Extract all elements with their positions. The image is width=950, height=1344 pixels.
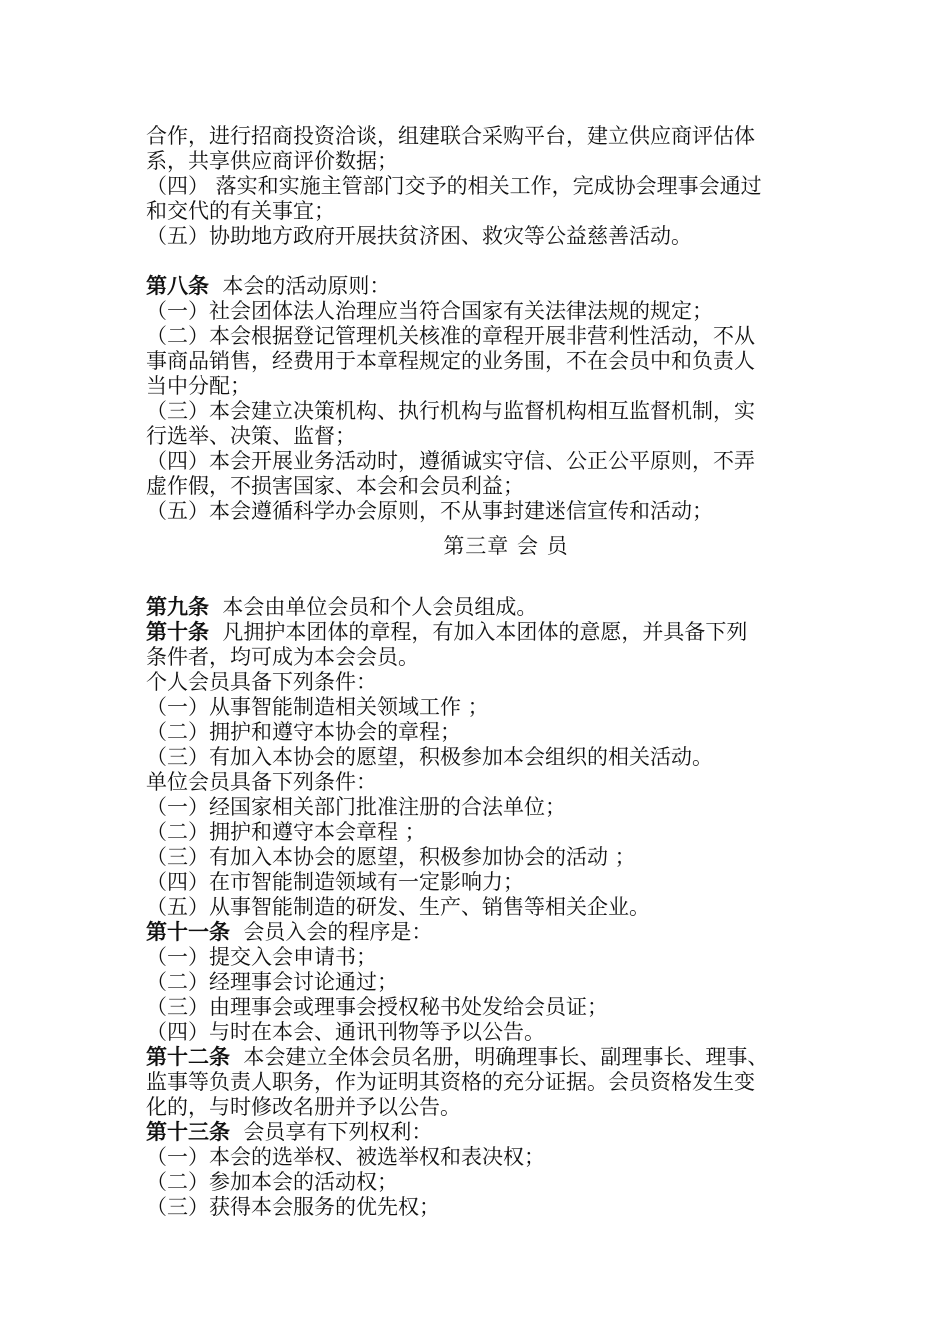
text-line <box>146 1120 866 1145</box>
text-line <box>146 1170 866 1195</box>
line-text: （四）与时在本会、通讯刊物等予以公告。 <box>146 1020 545 1044</box>
line-text: 虚作假，不损害国家、本会和会员利益； <box>146 474 524 498</box>
text-line <box>146 474 866 499</box>
line-text: （四）在市智能制造领域有一定影响力； <box>146 870 524 894</box>
text-line <box>146 149 866 174</box>
line-text: 会员入会的程序是： <box>230 920 433 944</box>
text-line <box>146 299 866 324</box>
text-line <box>146 1145 866 1170</box>
text-line <box>146 820 866 845</box>
text-line <box>146 499 866 524</box>
line-text: （四） 落实和实施主管部门交予的相关工作，完成协会理事会通过 <box>146 174 762 198</box>
text-line <box>146 845 866 870</box>
article-number: 第九条 <box>146 595 209 619</box>
text-line <box>146 1095 866 1120</box>
text-line <box>146 645 866 670</box>
article-number: 第十一条 <box>146 920 230 944</box>
line-text: 单位会员具备下列条件： <box>146 770 377 794</box>
line-text: 个人会员具备下列条件： <box>146 670 377 694</box>
line-text: （三）获得本会服务的优先权； <box>146 1195 440 1219</box>
text-line <box>146 324 866 349</box>
text-line <box>146 399 866 424</box>
line-text: （三）由理事会或理事会授权秘书处发给会员证； <box>146 995 608 1019</box>
text-line <box>146 995 866 1020</box>
article-number: 第十二条 <box>146 1045 230 1069</box>
text-line <box>146 620 866 645</box>
line-text: （五）本会遵循科学办会原则，不从事封建迷信宣传和活动； <box>146 499 713 523</box>
line-text: 条件者，均可成为本会会员。 <box>146 645 419 669</box>
text-line <box>146 695 866 720</box>
line-text: （一）经国家相关部门批准注册的合法单位； <box>146 795 566 819</box>
line-text: （五）协助地方政府开展扶贫济困、救灾等公益慈善活动。 <box>146 224 692 248</box>
chapter-title: 第三章 会 员 <box>443 534 569 558</box>
text-line <box>146 249 866 274</box>
line-text: 系，共享供应商评价数据； <box>146 149 398 173</box>
line-text: （一）从事智能制造相关领域工作 ； <box>146 695 489 719</box>
body-text <box>146 124 866 1220</box>
line-text: （二）参加本会的活动权； <box>146 1170 398 1194</box>
line-text: 会员享有下列权利： <box>230 1120 433 1144</box>
line-text: 行选举、决策、监督； <box>146 424 356 448</box>
text-line <box>146 895 866 920</box>
text-line <box>146 1070 866 1095</box>
article-number: 第十三条 <box>146 1120 230 1144</box>
line-text: （一）提交入会申请书； <box>146 945 377 969</box>
text-line <box>146 174 866 199</box>
text-line <box>146 920 866 945</box>
line-text: （三）有加入本协会的愿望，积极参加协会的活动 ； <box>146 845 636 869</box>
article-block-lower <box>146 595 866 1220</box>
text-line <box>146 124 866 149</box>
text-line <box>146 670 866 695</box>
line-text: （二）经理事会讨论通过； <box>146 970 398 994</box>
text-line <box>146 274 866 299</box>
line-text: （二）拥护和遵守本协会的章程； <box>146 720 461 744</box>
text-line <box>146 970 866 995</box>
text-line <box>146 374 866 399</box>
text-line <box>146 349 866 374</box>
text-line <box>146 1195 866 1220</box>
line-text: 本会由单位会员和个人会员组成。 <box>209 595 538 619</box>
line-text: 和交代的有关事宜； <box>146 199 335 223</box>
line-text: （一）社会团体法人治理应当符合国家有关法律法规的规定； <box>146 299 713 323</box>
text-line <box>146 795 866 820</box>
line-text: （一）本会的选举权、被选举权和表决权； <box>146 1145 545 1169</box>
line-text: 事商品销售，经费用于本章程规定的业务围，不在会员中和负责人 <box>146 349 755 373</box>
line-text: 本会的活动原则： <box>209 274 391 298</box>
line-text: （三）本会建立决策机构、执行机构与监督机构相互监督机制，实 <box>146 399 755 423</box>
line-text: （三）有加入本协会的愿望，积极参加本会组织的相关活动。 <box>146 745 713 769</box>
line-text: 本会建立全体会员名册，明确理事长、副理事长、理事、 <box>230 1045 769 1069</box>
article-number: 第十条 <box>146 620 209 644</box>
text-line <box>146 224 866 249</box>
line-text: （二）本会根据登记管理机关核准的章程开展非营利性活动，不从 <box>146 324 755 348</box>
line-text: （五）从事智能制造的研发、生产、销售等相关企业。 <box>146 895 650 919</box>
line-text: 化的，与时修改名册并予以公告。 <box>146 1095 461 1119</box>
text-line <box>146 1045 866 1070</box>
text-line <box>146 945 866 970</box>
text-line <box>146 595 866 620</box>
text-line <box>146 720 866 745</box>
text-line <box>146 1020 866 1045</box>
article-block-upper <box>146 124 866 524</box>
line-text: 当中分配； <box>146 374 251 398</box>
text-line <box>146 449 866 474</box>
text-line <box>146 870 866 895</box>
line-text: 合作，进行招商投资洽谈，组建联合采购平台，建立供应商评估体 <box>146 124 755 148</box>
text-line <box>146 745 866 770</box>
text-line <box>146 424 866 449</box>
line-text: 凡拥护本团体的章程，有加入本团体的意愿，并具备下列 <box>209 620 748 644</box>
line-text: （四）本会开展业务活动时，遵循诚实守信、公正公平原则，不弄 <box>146 449 755 473</box>
article-number: 第八条 <box>146 274 209 298</box>
line-text: （二）拥护和遵守本会章程 ； <box>146 820 426 844</box>
text-line <box>146 199 866 224</box>
line-text: 监事等负责人职务，作为证明其资格的充分证据。会员资格发生变 <box>146 1070 755 1094</box>
text-line <box>146 770 866 795</box>
